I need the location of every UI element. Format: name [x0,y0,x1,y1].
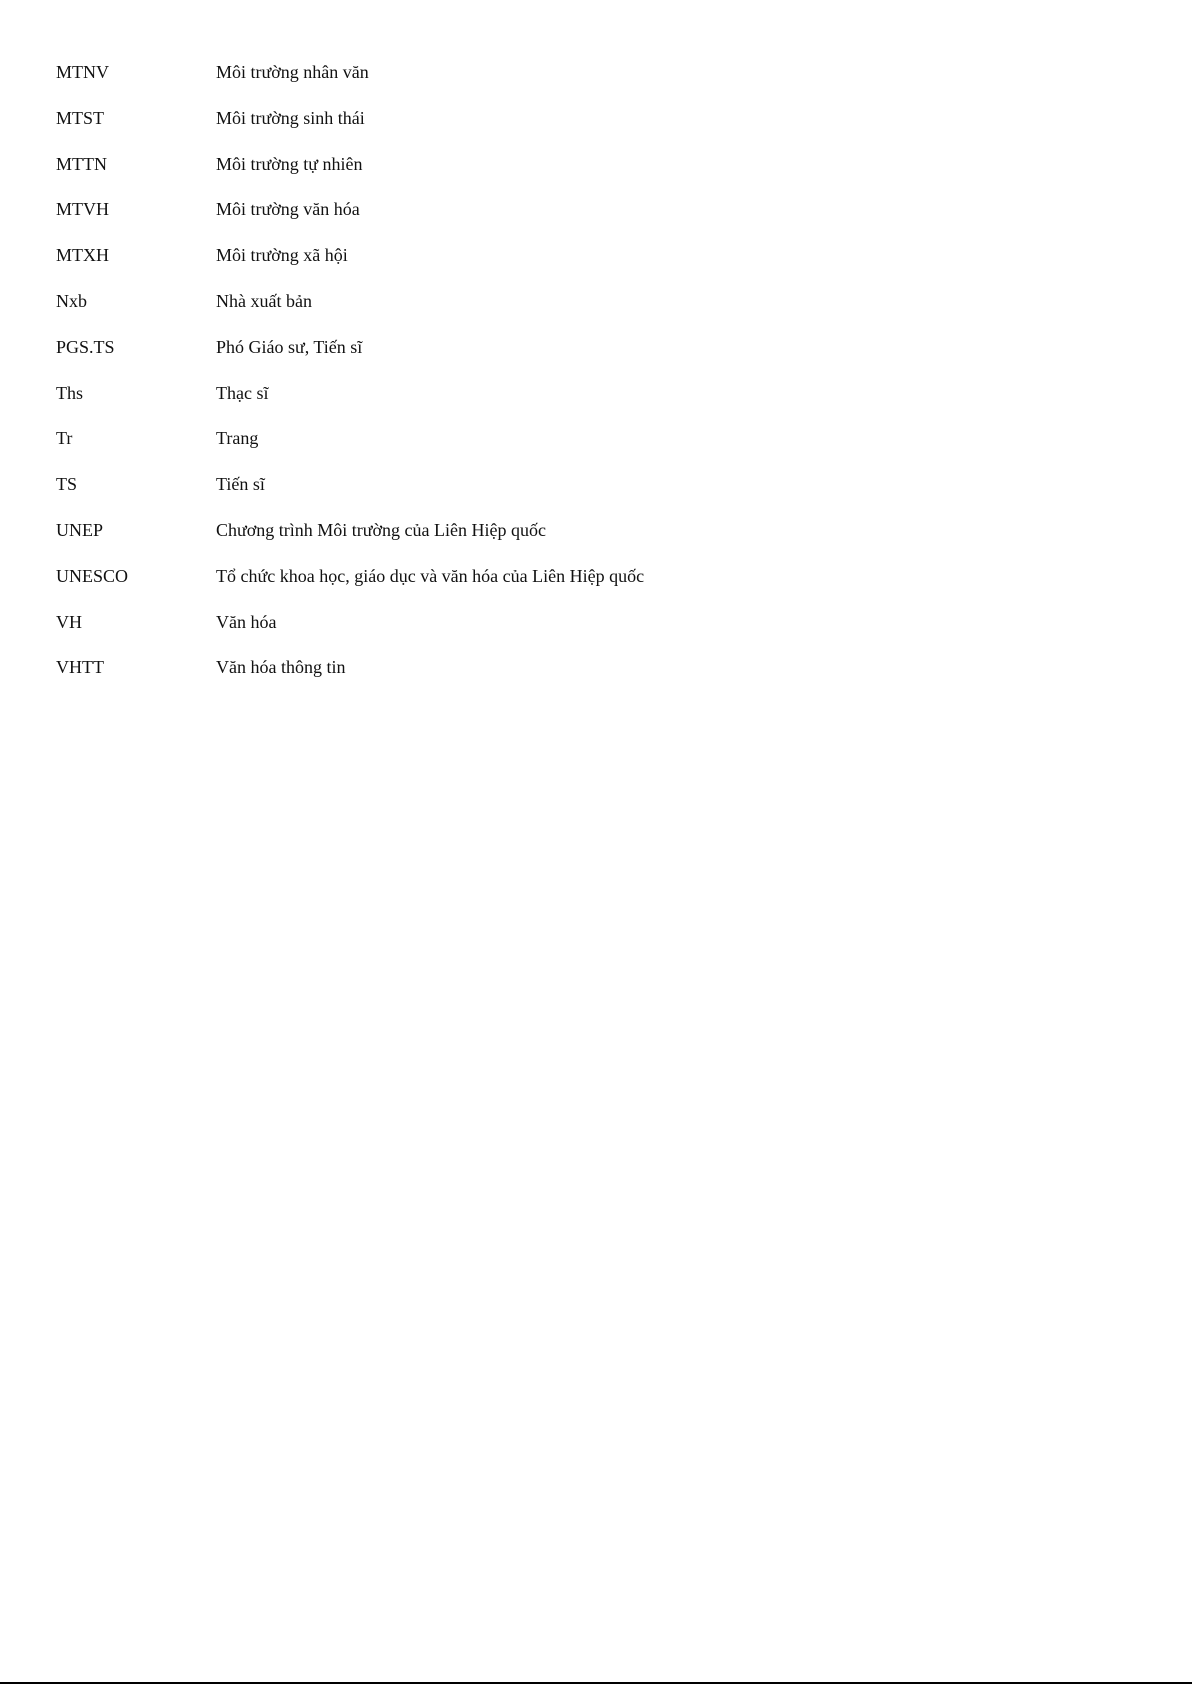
abbreviation-row [56,472,1056,518]
abbreviation-meaning: Môi trường văn hóa [216,199,360,220]
abbreviation-row [56,335,1056,381]
abbreviation-meaning: Chương trình Môi trường của Liên Hiệp quốc [216,519,546,540]
abbreviation-row [56,426,1056,472]
abbreviation-code: MTXH [56,245,109,266]
abbreviation-code: MTST [56,107,105,128]
abbreviation-code: MTTN [56,153,107,174]
abbreviation-meaning: Môi trường nhân văn [216,62,369,82]
abbreviation-meaning: Văn hóa thông tin [216,657,346,678]
abbreviation-meaning: Tiến sĩ [216,474,265,495]
page-bottom-border [0,1682,1192,1684]
abbreviation-meaning: Văn hóa [216,611,277,632]
abbreviation-row [56,197,1056,243]
abbreviation-meaning: Môi trường tự nhiên [216,153,363,174]
abbreviation-code: Nxb [56,290,87,311]
abbreviation-code: VHTT [56,657,104,678]
abbreviation-code: VH [56,611,82,632]
abbreviation-meaning: Trang [216,428,259,449]
abbreviation-meaning: Nhà xuất bản [216,290,312,311]
abbreviation-row [56,381,1056,427]
abbreviation-row [56,655,1056,701]
abbreviation-list [56,60,1056,701]
abbreviation-meaning: Phó Giáo sư, Tiến sĩ [216,336,363,357]
abbreviation-meaning: Môi trường xã hội [216,245,348,266]
abbreviation-code: MTVH [56,199,109,220]
abbreviation-row [56,152,1056,198]
abbreviation-code: UNEP [56,519,104,540]
abbreviation-row [56,106,1056,152]
abbreviation-meaning: Tổ chức khoa học, giáo dục và văn hóa của Liên Hiệp quốc [216,565,645,586]
abbreviation-row [56,518,1056,564]
abbreviation-row [56,243,1056,289]
abbreviation-meaning: Thạc sĩ [216,382,269,403]
abbreviation-row [56,289,1056,335]
abbreviation-row [56,564,1056,610]
abbreviation-code: MTNV [56,62,109,82]
abbreviation-row [56,610,1056,656]
abbreviation-meaning: Môi trường sinh thái [216,107,365,128]
abbreviation-code: Ths [56,382,83,403]
abbreviation-code: UNESCO [56,565,129,586]
abbreviation-row [56,60,1056,106]
abbreviation-code: TS [56,474,78,495]
abbreviation-code: PGS.TS [56,336,115,357]
abbreviation-code: Tr [56,428,73,449]
